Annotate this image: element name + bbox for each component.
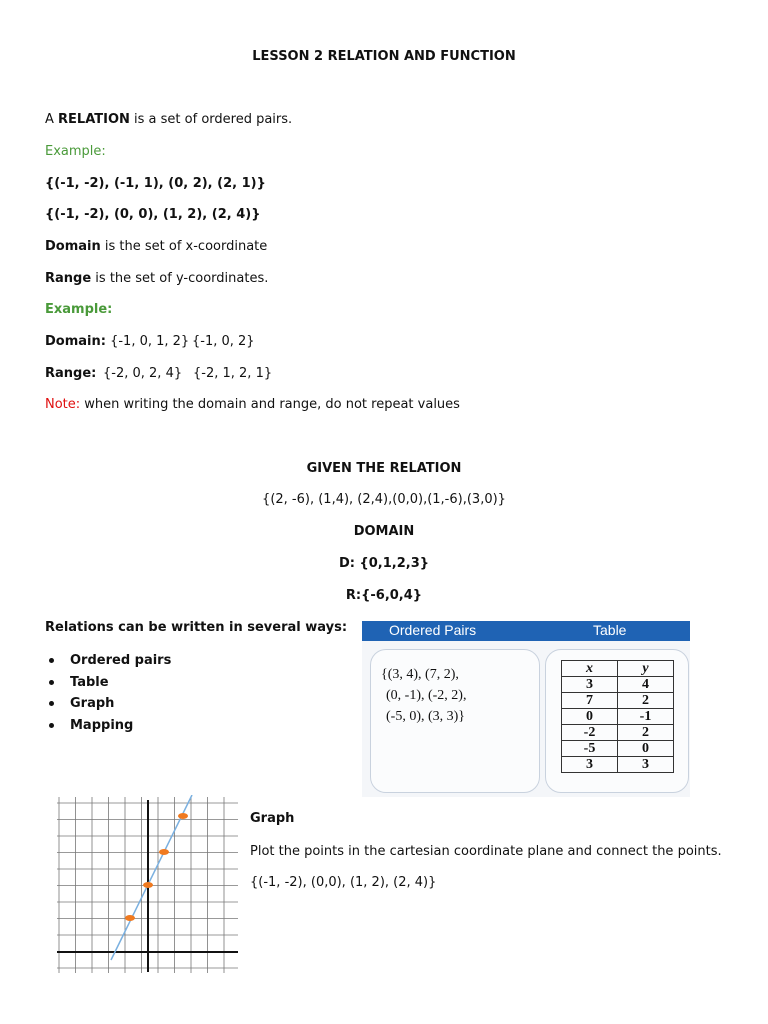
point-2-4 <box>178 813 188 819</box>
pairs-line: (0, -1), (-2, 2), <box>386 688 467 703</box>
header-ordered-pairs: Ordered Pairs <box>389 622 477 638</box>
ordered-pairs-box <box>370 649 540 793</box>
graph-instruction: Plot the points in the cartesian coordinate plane and connect the points. <box>250 844 722 859</box>
figure-header <box>362 621 690 641</box>
graph-figure <box>55 795 240 975</box>
note: Note: when writing the domain and range, do not repeat values <box>45 397 460 412</box>
domain-definition: Domain is the set of x-coordinate <box>45 239 268 254</box>
point-1-2 <box>159 849 169 855</box>
range-example-1: {-2, 0, 2, 4} <box>103 366 183 381</box>
ways-list <box>45 650 171 736</box>
table-row: 3 4 <box>562 677 674 693</box>
list-item: Ordered pairs <box>70 650 171 672</box>
table-row: -5 0 <box>562 741 674 757</box>
header-table: Table <box>593 622 627 638</box>
example-set-1: {(-1, -2), (-1, 1), (0, 2), (2, 1)} <box>45 176 266 191</box>
range-definition: Range is the set of y-coordinates. <box>45 271 269 286</box>
pairs-line: (-5, 0), (3, 3)} <box>386 709 466 724</box>
table-row: 7 2 <box>562 693 674 709</box>
point-0-0 <box>143 882 153 888</box>
point-neg1-neg2 <box>125 915 135 921</box>
table-row: 0 -1 <box>562 709 674 725</box>
list-item: Table <box>70 672 171 694</box>
domain-heading: DOMAIN <box>353 524 415 539</box>
pairs-line: {(3, 4), (7, 2), <box>381 667 459 682</box>
ordered-pairs-table-figure <box>362 621 690 797</box>
table-header-x: x <box>562 661 618 677</box>
example-set-2: {(-1, -2), (0, 0), (1, 2), (2, 4)} <box>45 207 261 222</box>
example-label-2: Example: <box>45 302 113 317</box>
table-header-row <box>562 661 674 677</box>
example-label: Example: <box>45 144 106 159</box>
graph-set: {(-1, -2), (0,0), (1, 2), (2, 4)} <box>250 875 437 890</box>
table-header-y: y <box>618 661 674 677</box>
given-set: {(2, -6), (1,4), (2,4),(0,0),(1,-6),(3,0)} <box>262 492 506 507</box>
relation-definition: A RELATION is a set of ordered pairs. <box>45 112 293 127</box>
domain-example-2: {-1, 0, 2} <box>192 334 255 349</box>
domain-answer: D: {0,1,2,3} <box>338 556 430 571</box>
xy-table <box>561 660 674 773</box>
domain-example: Domain: {-1, 0, 1, 2} <box>45 334 190 349</box>
range-example-2: {-2, 1, 2, 1} <box>193 366 273 381</box>
table-row: -2 2 <box>562 725 674 741</box>
list-item: Graph <box>70 693 171 715</box>
ways-heading: Relations can be written in several ways: <box>45 620 348 635</box>
given-heading: GIVEN THE RELATION <box>306 461 462 476</box>
range-example: Range: <box>45 366 97 381</box>
range-answer: R:{-6,0,4} <box>345 588 423 603</box>
list-item: Mapping <box>70 715 171 737</box>
table-box <box>545 649 689 793</box>
table-row: 3 3 <box>562 757 674 773</box>
page-title: LESSON 2 RELATION AND FUNCTION <box>252 49 516 64</box>
graph-heading: Graph <box>250 811 295 826</box>
